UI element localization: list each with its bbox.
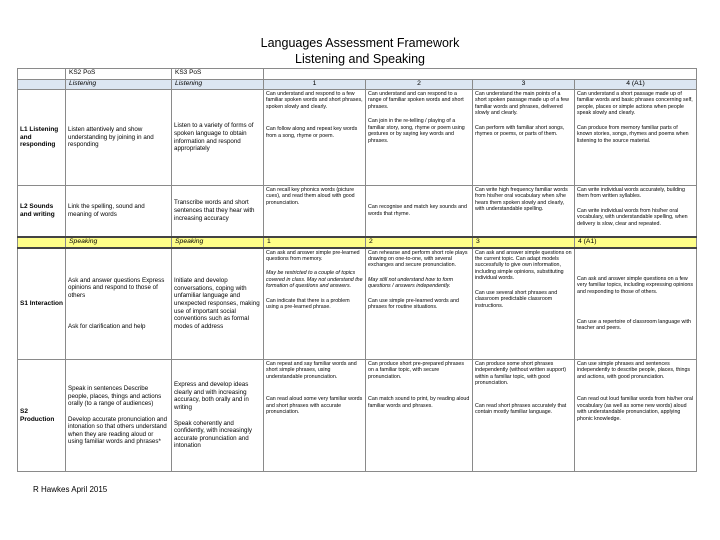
- s1-level4-a: Can ask and answer simple questions on a few very familiar topics, including expressing opinions and responding to those of others.: [577, 275, 693, 295]
- l1-level1-a: Can understand and respond to a few familiar spoken words and short phrases, spoken slowly and clearly.: [266, 91, 363, 110]
- s1-level3-b: Can use several short phrases and classroom predictable classroom instructions.: [475, 289, 558, 309]
- s2-ks3: [172, 360, 264, 472]
- page-title: Languages Assessment Framework: [260, 36, 460, 50]
- s2-level2-b: Can match sound to print, by reading aloud familiar words and phrases.: [368, 396, 470, 409]
- s1-level1-a: Can ask and answer simple pre-learned questions from memory.: [266, 249, 360, 262]
- header-empty: [18, 69, 66, 80]
- s1-level2-a: Can rehearse and perform short role plays drawing on one-to-one, with several exchanges and secure pronunciation.: [368, 249, 468, 269]
- s1-level1-c: Can indicate that there is a problem using a pre-learned phrase.: [266, 297, 350, 311]
- l1-level1: [264, 90, 366, 186]
- l1-level4-a: Can understand a short passage made up of familiar words and basic phrases concerning self, people, places or simple actions when people speak slowly and clearly.: [577, 91, 693, 117]
- s2-level2-a: Can produce short pre-prepared phrases on a familiar topic, with secure pronunciation.: [368, 361, 464, 380]
- speaking-label-ks3: Speaking: [172, 237, 264, 248]
- l1-level2: [366, 90, 473, 186]
- speaking-level-1-label: 1: [264, 237, 366, 248]
- l1-level4: [575, 90, 697, 186]
- s2-level3: [473, 360, 575, 472]
- page-subtitle: Listening and Speaking: [295, 52, 425, 66]
- table-row-l2: [18, 186, 697, 237]
- band-empty: [18, 80, 66, 90]
- l1-level3-b: Can perform with familiar short songs, rhymes or poems, or parts of them.: [475, 124, 565, 138]
- l2-level4: [575, 186, 697, 237]
- skill-l2: L2 Sounds and writing: [18, 186, 66, 237]
- header-ks2: KS2 PoS: [66, 69, 172, 80]
- s2-ks2: [66, 360, 172, 472]
- s2-ks3-b: Speak coherently and confidently, with increasingly accurate pronunciation and intonation: [174, 419, 252, 450]
- s2-ks2-b: Develop accurate pronunciation and intonation so that others understand when they are reading aloud or using familiar words and phrases*: [68, 415, 168, 446]
- l2-level1: Can recall key phonics words (picture cues), and read them aloud with good pronunciation.: [264, 186, 366, 237]
- speaking-level-3-label: 3: [473, 237, 575, 248]
- l2-level4-a: Can write individual words accurately, building them from written syllables.: [577, 187, 685, 200]
- s2-level3-a: Can produce some short phrases independently (without written support) within a familiar topic, with good pronunciation.: [475, 361, 566, 387]
- table-row-l1: [18, 90, 697, 186]
- assessment-table: [17, 68, 697, 472]
- s1-level3: [473, 248, 575, 360]
- header-ks3: KS3 PoS: [172, 69, 264, 80]
- s1-level2: [366, 248, 473, 360]
- footer-author: R Hawkes April 2015: [33, 485, 108, 494]
- s1-ks2-b: Ask for clarification and help: [68, 323, 146, 331]
- s2-level4-b: Can read out loud familiar words from his/her oral vocabulary (as well as some new words) aloud with understandable pronunciation, applying phonic knowledge.: [577, 396, 693, 422]
- speaking-label-ks2: Speaking: [66, 237, 172, 248]
- s1-ks2-a: Ask and answer questions Express opinions and respond to those of others: [68, 276, 165, 299]
- l2-level4-b: Can write individual words from his/her oral vocabulary, with understandable spelling, when delivery is slow, clear and repeated.: [577, 207, 688, 227]
- s1-ks2: [66, 248, 172, 360]
- header-levels-empty: [264, 69, 697, 80]
- l1-ks2: Listen attentively and show understanding by joining in and responding: [66, 90, 172, 186]
- speaking-level-4-label: 4 (A1): [575, 237, 697, 248]
- l1-ks3: Listen to a variety of forms of spoken language to obtain information and respond appropriately: [172, 90, 264, 186]
- s2-level1-b: Can read aloud some very familiar words and short phrases with accurate pronunciation.: [266, 396, 363, 416]
- s2-level2: [366, 360, 473, 472]
- s1-level2-c: Can use simple pre-learned words and phrases for routine situations.: [368, 297, 459, 311]
- s2-level1: [264, 360, 366, 472]
- listening-band: [18, 80, 697, 90]
- l1-level2-b: Can join in the re-telling / playing of a familiar story, song, rhyme or poem using gestures or by saying key words and phrases.: [368, 118, 465, 144]
- l2-ks3: Transcribe words and short sentences that they hear with increasing accuracy: [172, 186, 264, 237]
- s1-level1: [264, 248, 366, 360]
- skill-l1: L1 Listening and responding: [18, 90, 66, 186]
- s2-ks2-a: Speak in sentences Describe people, places, things and actions orally (to a range of audiences): [68, 385, 162, 408]
- listening-label-ks2: Listening: [66, 80, 172, 90]
- skill-s1: S1 Interaction: [18, 248, 66, 360]
- l2-level3: Can write high frequency familiar words from his/her oral vocabulary when s/he hears them spoken slowly and clearly, with understandable spelling.: [473, 186, 575, 237]
- l1-level3-a: Can understand the main points of a short spoken passage made up of a few familiar words and phrases, delivered slowly and clearly.: [475, 91, 569, 117]
- l1-level3: [473, 90, 575, 186]
- table-row-s2: [18, 360, 697, 472]
- level-2-label: 2: [366, 80, 473, 90]
- listening-label-ks3: Listening: [172, 80, 264, 90]
- s2-level4-a: Can use simple phrases and sentences independently to describe people, places, things and actions, with good pronunciation.: [577, 361, 691, 380]
- speaking-band: [18, 237, 697, 248]
- s1-ks3: Initiate and develop conversations, coping with unfamiliar language and unexpected responses, making use of important social conventions such as formal modes of address: [172, 248, 264, 360]
- level-4-label: 4 (A1): [575, 80, 697, 90]
- s1-level4: [575, 248, 697, 360]
- s1-level3-a: Can ask and answer simple questions on the current topic. Can adapt models successfully to give own information, including simple opinions, substituting individual words.: [475, 249, 572, 282]
- s1-level2-b: May still not understand how to form questions / answers independently.: [368, 276, 454, 290]
- level-3-label: 3: [473, 80, 575, 90]
- column-header-row: [18, 69, 697, 80]
- l1-level1-b: Can follow along and repeat key words from a song, rhyme or poem.: [266, 126, 358, 139]
- s1-level1-b: May be restricted to a couple of topics covered in class. May not understand the formation of questions and answers.: [266, 270, 363, 290]
- l1-level2-a: Can understand and can respond to a range of familiar spoken words and short phrases.: [368, 91, 464, 110]
- s2-level4: [575, 360, 697, 472]
- l1-level4-b: Can produce from memory familiar parts of known stories, songs, rhymes and poems when listening to the source material.: [577, 124, 689, 144]
- band-empty-2: [18, 237, 66, 248]
- s2-level1-a: Can repeat and say familiar words and short simple phrases, using understandable pronunciation.: [266, 361, 357, 380]
- s2-level3-b: Can read short phrases accurately that contain mostly familiar language.: [475, 402, 567, 416]
- level-1-label: 1: [264, 80, 366, 90]
- s2-ks3-a: Express and develop ideas clearly and with increasing accuracy, both orally and in writing: [174, 381, 249, 411]
- table-row-s1: [18, 248, 697, 360]
- speaking-level-2-label: 2: [366, 237, 473, 248]
- skill-s2: S2 Production: [18, 360, 66, 472]
- l2-level2: Can recognise and match key sounds and words that rhyme.: [366, 186, 473, 237]
- s1-level4-b: Can use a repertoire of classroom language with teacher and peers.: [577, 318, 691, 332]
- l2-ks2: Link the spelling, sound and meaning of words: [66, 186, 172, 237]
